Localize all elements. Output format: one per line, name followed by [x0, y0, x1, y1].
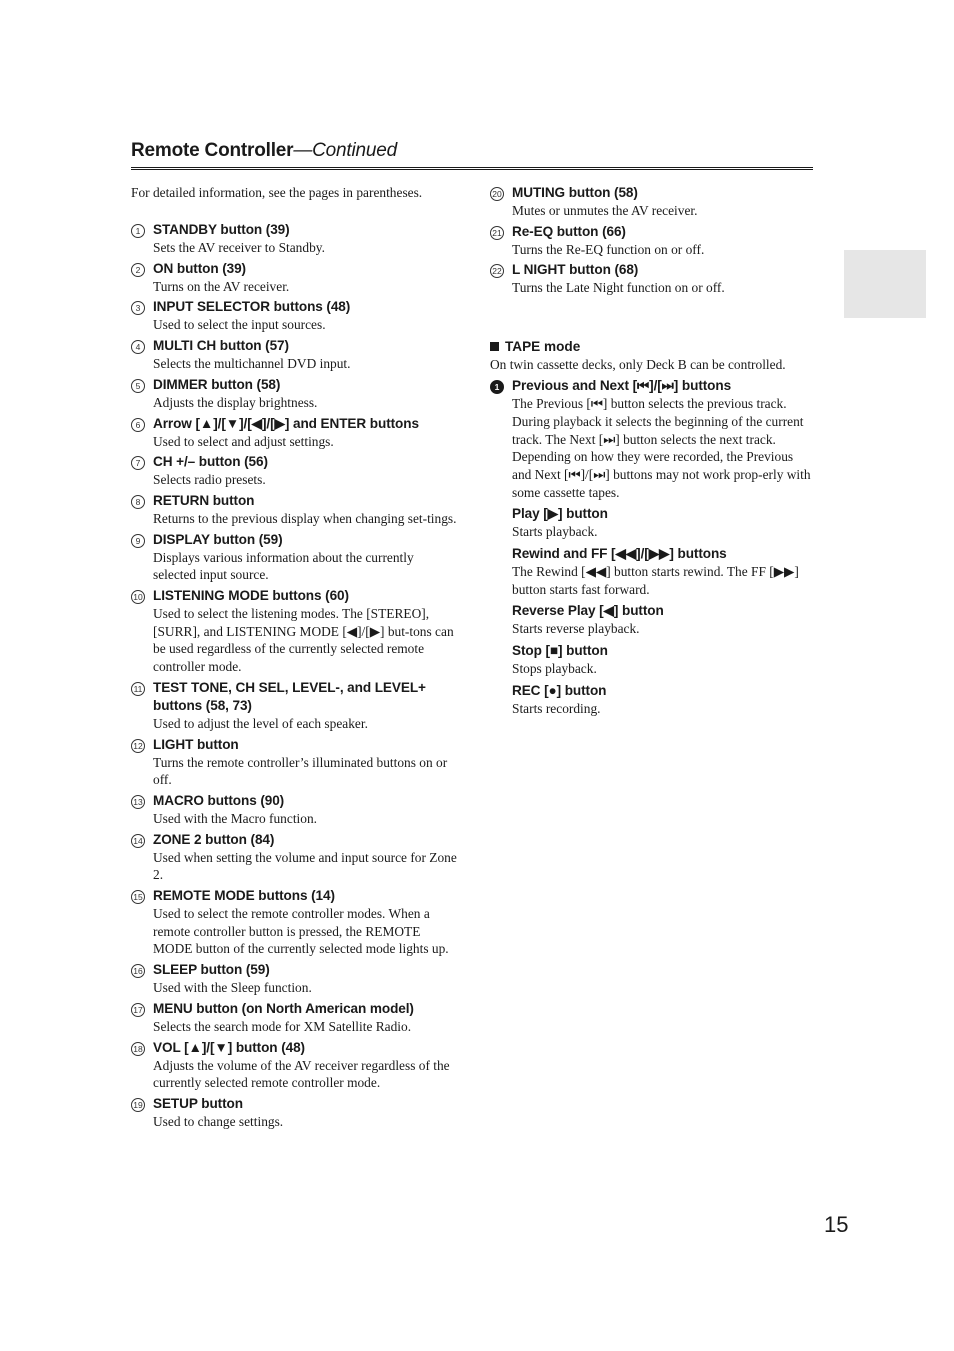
item-title: VOL [▲]/[▼] button (48)	[153, 1039, 305, 1055]
sub-title: Stop [■] button	[512, 643, 608, 659]
item-desc: Turns on the AV receiver.	[153, 278, 290, 294]
item-desc: Selects radio presets.	[153, 472, 266, 488]
item-desc: Turns the Late Night function on or off.	[512, 280, 725, 296]
item-number: 3	[131, 301, 145, 315]
item-number: 11	[131, 682, 145, 696]
item-desc: Sets the AV receiver to Standby.	[153, 240, 325, 255]
section-title	[131, 140, 397, 161]
item-title: LIGHT button	[153, 736, 239, 752]
tape-sub-play	[490, 505, 814, 541]
tape-sub-stop	[490, 642, 814, 678]
list-item-11	[131, 679, 457, 733]
list-item-5	[131, 376, 457, 412]
item-number: 1	[490, 380, 504, 394]
item-desc: Used to select the remote controller modes. When a remote controller button is pressed, the REMOTE MODE button of the currently selected mode lights up.	[153, 906, 449, 957]
item-title: TEST TONE, CH SEL, LEVEL-, and LEVEL+ buttons (58, 73)	[153, 679, 426, 713]
item-title: ON button (39)	[153, 260, 246, 276]
tape-mode-desc: On twin cassette decks, only Deck B can be controlled.	[490, 357, 786, 373]
header-continued: —Continued	[293, 140, 397, 161]
item-number: 15	[131, 890, 145, 904]
item-number: 18	[131, 1042, 145, 1056]
tape-sub-rewind-ff	[490, 545, 814, 598]
tape-sub-reverse-play	[490, 602, 814, 638]
tape-item-1	[490, 377, 814, 501]
item-number: 17	[131, 1003, 145, 1017]
list-item-22	[490, 261, 814, 297]
sub-desc: Starts playback.	[512, 524, 598, 540]
header-title-text: Remote Controller	[131, 140, 294, 161]
item-desc: Used to select the input sources.	[153, 317, 326, 333]
side-tab-marker	[844, 250, 926, 318]
item-desc: The Previous [⏮] button selects the previous track. During playback it selects the beginning of the current track. The Next [⏭] button selects the next track.	[512, 396, 804, 447]
tape-mode-title-text: TAPE mode	[505, 339, 581, 355]
list-item-15	[131, 887, 457, 958]
list-item-17	[131, 1000, 457, 1036]
item-number: 19	[131, 1098, 145, 1112]
item-number: 20	[490, 187, 504, 201]
item-number: 22	[490, 264, 504, 278]
item-title: SETUP button	[153, 1095, 243, 1111]
list-item-4	[131, 337, 457, 373]
list-item-1	[131, 221, 457, 257]
item-desc: Used to change settings.	[153, 1113, 284, 1129]
item-title: Re-EQ button (66)	[512, 223, 626, 239]
page-header	[131, 139, 813, 170]
list-item-6	[131, 415, 457, 451]
list-item-8	[131, 492, 457, 528]
sub-title: REC [●] button	[512, 682, 607, 698]
item-number: 8	[131, 495, 145, 509]
item-title: L NIGHT button (68)	[512, 262, 639, 278]
item-desc: Turns the remote controller’s illuminated buttons on or off.	[153, 754, 448, 788]
list-item-14	[131, 831, 457, 884]
tape-mode-section	[490, 338, 814, 717]
list-item-19	[131, 1095, 457, 1131]
list-item-16	[131, 961, 457, 997]
item-title: DIMMER button (58)	[153, 376, 281, 392]
item-number: 13	[131, 795, 145, 809]
item-number: 16	[131, 964, 145, 978]
item-title: MUTING button (58)	[512, 185, 638, 200]
item-desc: Used with the Sleep function.	[153, 980, 312, 996]
item-title: MENU button (on North American model)	[153, 1000, 414, 1016]
list-item-20	[490, 184, 814, 220]
item-desc: Used to select and adjust settings.	[153, 433, 334, 449]
item-desc: Turns the Re-EQ function on or off.	[512, 241, 705, 257]
item-title: LISTENING MODE buttons (60)	[153, 588, 349, 604]
item-desc-note: Depending on how they were recorded, the Previous and Next [⏮]/[⏭] buttons may not work prop-erly with some cassette tapes.	[512, 449, 811, 500]
sub-title: Reverse Play [◀] button	[512, 603, 664, 619]
left-column	[131, 184, 457, 1134]
page-number: 15	[824, 1212, 849, 1237]
item-desc: Selects the search mode for XM Satellite Radio.	[153, 1018, 412, 1034]
item-title: STANDBY button (39)	[153, 222, 290, 237]
sub-desc: Stops playback.	[512, 661, 597, 677]
sub-desc: The Rewind [◀◀] button starts rewind. The FF [▶▶] button starts fast forward.	[512, 564, 799, 597]
item-desc: Mutes or unmutes the AV receiver.	[512, 203, 698, 218]
item-number: 1	[131, 224, 145, 238]
list-item-2	[131, 260, 457, 296]
item-desc: Used to select the listening modes. The [STEREO], [SURR], and LISTENING MODE [◀]/[▶] but-tons can be used regardless of the currently selected remote controller mode.	[153, 606, 454, 675]
item-title: ZONE 2 button (84)	[153, 831, 275, 847]
item-title: RETURN button	[153, 492, 255, 508]
right-column	[490, 184, 814, 721]
sub-title: Play [▶] button	[512, 506, 608, 522]
item-desc: Returns to the previous display when changing set-tings.	[153, 510, 457, 526]
item-desc: Adjusts the display brightness.	[153, 394, 318, 410]
item-number: 21	[490, 226, 504, 240]
item-number: 2	[131, 263, 145, 277]
intro-text: For detailed information, see the pages in parentheses.	[131, 185, 423, 200]
item-desc: Used when setting the volume and input source for Zone 2.	[153, 849, 457, 883]
item-desc: Used with the Macro function.	[153, 810, 317, 826]
list-item-13	[131, 792, 457, 828]
tape-sub-rec	[490, 682, 814, 718]
list-item-9	[131, 531, 457, 584]
list-item-21	[490, 223, 814, 259]
item-number: 6	[131, 418, 145, 432]
item-desc: Used to adjust the level of each speaker.	[153, 715, 368, 731]
item-title: MACRO buttons (90)	[153, 792, 285, 808]
list-item-18	[131, 1039, 457, 1092]
list-item-7	[131, 453, 457, 489]
item-number: 14	[131, 834, 145, 848]
list-item-12	[131, 736, 457, 789]
item-title: DISPLAY button (59)	[153, 531, 283, 547]
item-number: 10	[131, 590, 145, 604]
list-item-10	[131, 587, 457, 676]
square-bullet-icon	[490, 342, 499, 351]
sub-title: Rewind and FF [◀◀]/[▶▶] buttons	[512, 546, 727, 562]
item-number: 5	[131, 379, 145, 393]
list-item-3	[131, 298, 457, 334]
item-title: SLEEP button (59)	[153, 962, 270, 978]
item-number: 9	[131, 534, 145, 548]
item-number: 4	[131, 340, 145, 354]
sub-desc: Starts recording.	[512, 700, 601, 716]
item-desc: Adjusts the volume of the AV receiver regardless of the currently selected remote controller mode.	[153, 1057, 450, 1091]
item-number: 7	[131, 456, 145, 470]
item-desc: Selects the multichannel DVD input.	[153, 356, 351, 372]
item-title: Previous and Next [⏮]/[⏭] buttons	[512, 378, 732, 394]
item-desc: Displays various information about the currently selected input source.	[153, 549, 414, 583]
item-title: CH +/– button (56)	[153, 454, 268, 470]
item-title: INPUT SELECTOR buttons (48)	[153, 299, 351, 315]
item-title: Arrow [▲]/[▼]/[◀]/[▶] and ENTER buttons	[153, 415, 419, 431]
sub-desc: Starts reverse playback.	[512, 621, 640, 637]
tape-mode-title	[490, 338, 814, 356]
item-number: 12	[131, 739, 145, 753]
item-title: MULTI CH button (57)	[153, 338, 289, 354]
item-title: REMOTE MODE buttons (14)	[153, 888, 335, 904]
